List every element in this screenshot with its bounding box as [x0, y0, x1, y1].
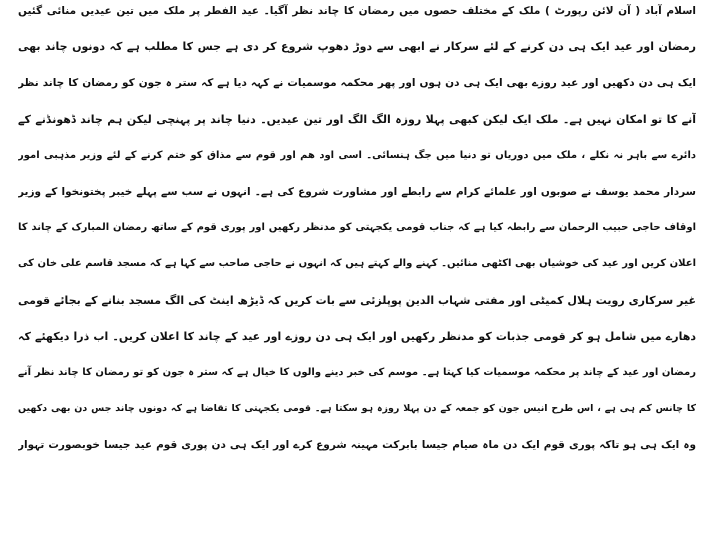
- article-line: دھارے میں شامل ہو کر قومی جذبات کو مدنظر رکھیں اور ایک ہی دن روزے اور عید کے چاند کا اعلان کریں۔ اب ذرا دیکھئے کہ: [18, 329, 696, 343]
- article-line: آنے کا تو امکان نہیں ہے۔ ملک ایک لیکن کبھی پہلا روزہ الگ الگ اور تین عیدیں۔ دنیا چاند پر پہنچی لیکن ہم چاند ڈھونڈنے کے: [18, 112, 696, 126]
- article-line: رمضان اور عید ایک ہی دن کرنے کے لئے سرکار نے ابھی سے دوڑ دھوپ شروع کر دی ہے جس کا مطلب ہے کہ دونوں چاند بھی: [18, 40, 696, 54]
- article-line: غیر سرکاری رویت ہلال کمیٹی اور مفتی شہاب الدین پوپلزئی سے بات کریں کہ ڈیڑھ اینٹ کی الگ مسجد بنانے کے بجائے قومی: [18, 293, 696, 307]
- article-line: اعلان کریں اور عید کی خوشیاں بھی اکٹھی منائیں۔ کہنے والے کہتے ہیں کہ انہوں نے حاجی صاحب سے کہا ہے کہ مسجد قاسم علی خان کی: [18, 258, 696, 270]
- article-line: ایک ہی دن دکھیں اور عید روزے بھی ایک ہی دن ہوں اور پھر محکمہ موسمیات نے کہہ دیا ہے کہ ستر ہ جون کو رمضان کا چاند نظر: [18, 77, 696, 90]
- article-line: کا چانس کم ہی ہے ، اس طرح انیس جون کو جمعہ کے دن پہلا روزہ ہو سکتا ہے۔ قومی یکجہتی کا تقاضا ہے کہ دونوں چاند جس دن بھی دکھیں: [18, 403, 696, 415]
- article-line: رمضان اور عید کے چاند پر محکمہ موسمیات کیا کہتا ہے۔ موسم کی خبر دینے والوں کا خیال ہے کہ ستر ہ جون کو تو رمضان کا چاند نظر آنے: [18, 366, 696, 378]
- article-body: [18, 0, 696, 463]
- article-line: وہ ایک ہی ہو تاکہ پوری قوم ایک دن ماہ صیام جیسا بابرکت مہینہ شروع کرے اور ایک ہی دن پوری قوم عید جیسا خوبصورت تہوار: [18, 439, 696, 452]
- article-line: سردار محمد یوسف نے صوبوں اور علمائے کرام سے رابطے اور مشاورت شروع کی ہے۔ انہوں نے سب سے پہلے خیبر پختونخوا کے وزیر: [18, 185, 696, 198]
- article-line: اسلام آباد ( آن لائن رپورٹ ) ملک کے مختلف حصوں میں رمضان کا چاند نظر آگیا۔ عید الفطر پر ملک میں تین عیدیں منائی گئیں: [18, 5, 696, 17]
- article-line: دائرے سے باہر نہ نکلے ، ملک میں دوریاں تو دنیا میں جگ ہنسائی۔ اسی اود ھم اور قوم سے مذاق کو ختم کرنے کے لئے وزیر مذہبی امور: [18, 149, 696, 161]
- article-line: اوقاف حاجی حبیب الرحمان سے رابطہ کیا ہے کہ جناب قومی یکجہتی کو مدنظر رکھیں اور پوری قوم کے ساتھ رمضان المبارک کے چاند کا: [18, 222, 696, 234]
